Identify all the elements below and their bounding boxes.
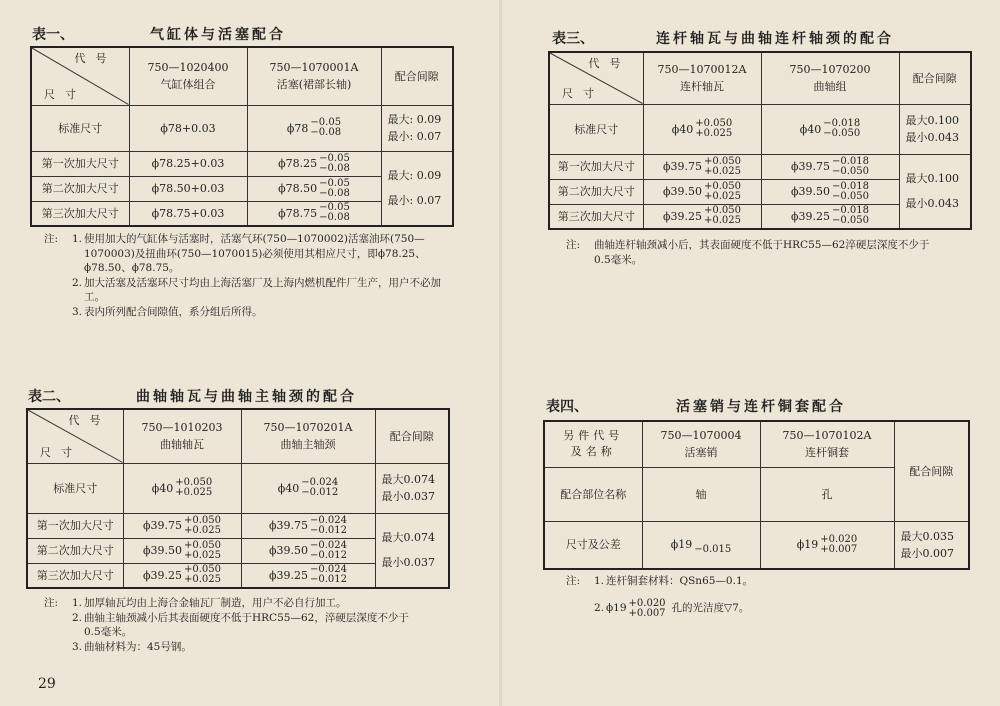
table-cell: ϕ39.25 −0.024 −0.012 [241, 563, 375, 588]
table-row-label: 第二次加大尺寸 [31, 176, 129, 201]
page-number: 29 [38, 676, 56, 692]
table1-diag-header: 代号 尺寸 [31, 47, 129, 105]
table3-col1-header: 750—1070012A 连杆轴瓦 [643, 52, 761, 104]
table3 [548, 51, 972, 230]
table-cell: ϕ40 +0.050 +0.025 [123, 463, 241, 513]
table4-number: 表四、 [546, 399, 588, 415]
table2-title [28, 386, 357, 406]
table-row-label: 第一次加大尺寸 [549, 154, 643, 179]
table-row-label: 第一次加大尺寸 [31, 151, 129, 176]
table-row-label: 第二次加大尺寸 [27, 538, 123, 563]
table-row-label: 配合部位名称 [544, 467, 642, 521]
page-fold [499, 0, 502, 706]
table-row-label: 第一次加大尺寸 [27, 513, 123, 538]
table-row-label: 第三次加大尺寸 [31, 201, 129, 226]
table4 [543, 420, 970, 570]
table-row-label: 标准尺寸 [31, 105, 129, 151]
table-row-label: 标准尺寸 [27, 463, 123, 513]
table-row-label: 第三次加大尺寸 [27, 563, 123, 588]
table-cell: ϕ39.50 −0.018 −0.050 [761, 179, 899, 204]
table3-col3-header: 配合间隙 [899, 52, 971, 104]
table1-title [32, 24, 286, 44]
table-cell: ϕ78.75+0.03 [129, 201, 247, 226]
table2-gap-std: 最大0.074 最小0.037 [375, 463, 449, 513]
table-cell: ϕ39.25 −0.018 −0.050 [761, 204, 899, 229]
table-cell: ϕ39.50 −0.024 −0.012 [241, 538, 375, 563]
table-cell: ϕ78.75 −0.05 −0.08 [247, 201, 381, 226]
table-cell: 孔 [760, 467, 894, 521]
table1-col2-header: 750—1070001A 活塞(裙部长轴) [247, 47, 381, 105]
table-cell: ϕ78.25 −0.05 −0.08 [247, 151, 381, 176]
table2-col3-header: 配合间隙 [375, 409, 449, 463]
table1-number: 表一、 [32, 27, 74, 43]
table1 [30, 46, 454, 227]
table2 [26, 408, 450, 589]
table2-gap-over: 最大0.074 最小0.037 [375, 513, 449, 588]
table4-col1-header: 750—1070004 活塞销 [642, 421, 760, 467]
table2-diag-header: 代号 尺寸 [27, 409, 123, 463]
table1-name: 气缸体与活塞配合 [150, 27, 286, 43]
table4-header: 另件代号及名称 [544, 421, 642, 467]
table-cell: ϕ39.75 +0.050 +0.025 [643, 154, 761, 179]
table3-diag-header: 代号 尺寸 [549, 52, 643, 104]
table-cell: ϕ40 −0.018 −0.050 [761, 104, 899, 154]
table4-name: 活塞销与连杆铜套配合 [676, 399, 846, 415]
table3-gap-over: 最大0.100 最小0.043 [899, 154, 971, 229]
table1-col3-header: 配合间隙 [381, 47, 453, 105]
table-cell: ϕ39.50 +0.050 +0.025 [123, 538, 241, 563]
table4-gap: 最大0.035 最小0.007 [894, 521, 969, 569]
table-cell: ϕ78.50+0.03 [129, 176, 247, 201]
table3-col2-header: 750—1070200 曲轴组 [761, 52, 899, 104]
table-cell: ϕ39.25 +0.050 +0.025 [123, 563, 241, 588]
table-cell: ϕ39.25 +0.050 +0.025 [643, 204, 761, 229]
table-cell: ϕ39.75 −0.024 −0.012 [241, 513, 375, 538]
table-row-label: 尺寸及公差 [544, 521, 642, 569]
table-cell: ϕ19 +0.020 +0.007 [760, 521, 894, 569]
table2-col1-header: 750—1010203 曲轴轴瓦 [123, 409, 241, 463]
table-row-label: 第二次加大尺寸 [549, 179, 643, 204]
table2-number: 表二、 [28, 389, 70, 405]
table4-col2-header: 750—1070102A 连杆铜套 [760, 421, 894, 467]
table3-gap-std: 最大0.100 最小0.043 [899, 104, 971, 154]
table3-name: 连杆轴瓦与曲轴连杆轴颈的配合 [656, 31, 894, 47]
table4-notes: 注: 1. 连杆铜套材料：QSn65—0.1。 2. ϕ19 +0.020 +0.007 孔的光洁度▽7。 [566, 575, 754, 619]
table1-gap-over: 最大: 0.09 最小: 0.07 [381, 151, 453, 226]
table2-name: 曲轴轴瓦与曲轴主轴颈的配合 [136, 389, 357, 405]
table1-gap-std: 最大: 0.09 最小: 0.07 [381, 105, 453, 151]
table2-col2-header: 750—1070201A 曲轴主轴颈 [241, 409, 375, 463]
table-cell: ϕ78 −0.05 −0.08 [247, 105, 381, 151]
table-cell: ϕ78+0.03 [129, 105, 247, 151]
table-cell: ϕ40 +0.050 +0.025 [643, 104, 761, 154]
table-cell: ϕ78.50 −0.05 −0.08 [247, 176, 381, 201]
table3-notes: 注: 曲轴连杆轴颈减小后，其表面硬度不低于HRC55—62淬硬层深度不少于0.5毫米。 [566, 239, 930, 266]
table3-number: 表三、 [552, 31, 594, 47]
table-cell: ϕ40 −0.024 −0.012 [241, 463, 375, 513]
table-cell: 轴 [642, 467, 760, 521]
table1-notes: 注: 1. 使用加大的气缸体与活塞时，活塞气环(750—1070002)活塞油环(750—1070003)及扭曲环(750—1070015)必须使用其相应尺寸，即ϕ78.25、ϕ78.50、ϕ78.75。 2. 加大活塞及活塞环尺寸均由上海活塞厂及上海内燃机配件厂生产，用户不必加工。 3. 表内所列配合间隙值，系分组后所得。 [44, 233, 441, 318]
table3-title [552, 28, 894, 48]
table1-col1-header: 750—1020400 气缸体组合 [129, 47, 247, 105]
table-cell: ϕ78.25+0.03 [129, 151, 247, 176]
table-cell: ϕ19 −0.015 [642, 521, 760, 569]
table-cell: ϕ39.75 −0.018 −0.050 [761, 154, 899, 179]
table-cell: ϕ39.50 +0.050 +0.025 [643, 179, 761, 204]
table-row-label: 第三次加大尺寸 [549, 204, 643, 229]
table4-title [546, 396, 846, 416]
table-cell: ϕ39.75 +0.050 +0.025 [123, 513, 241, 538]
table4-col3-header: 配合间隙 [894, 421, 969, 521]
table2-notes: 注: 1. 加厚轴瓦均由上海合金轴瓦厂制造，用户不必自行加工。 2. 曲轴主轴颈减小后其表面硬度不低于HRC55—62，淬硬层深度不少于0.5毫米。 3. 曲轴材料为：45号钢。 [44, 597, 409, 653]
table-row-label: 标准尺寸 [549, 104, 643, 154]
